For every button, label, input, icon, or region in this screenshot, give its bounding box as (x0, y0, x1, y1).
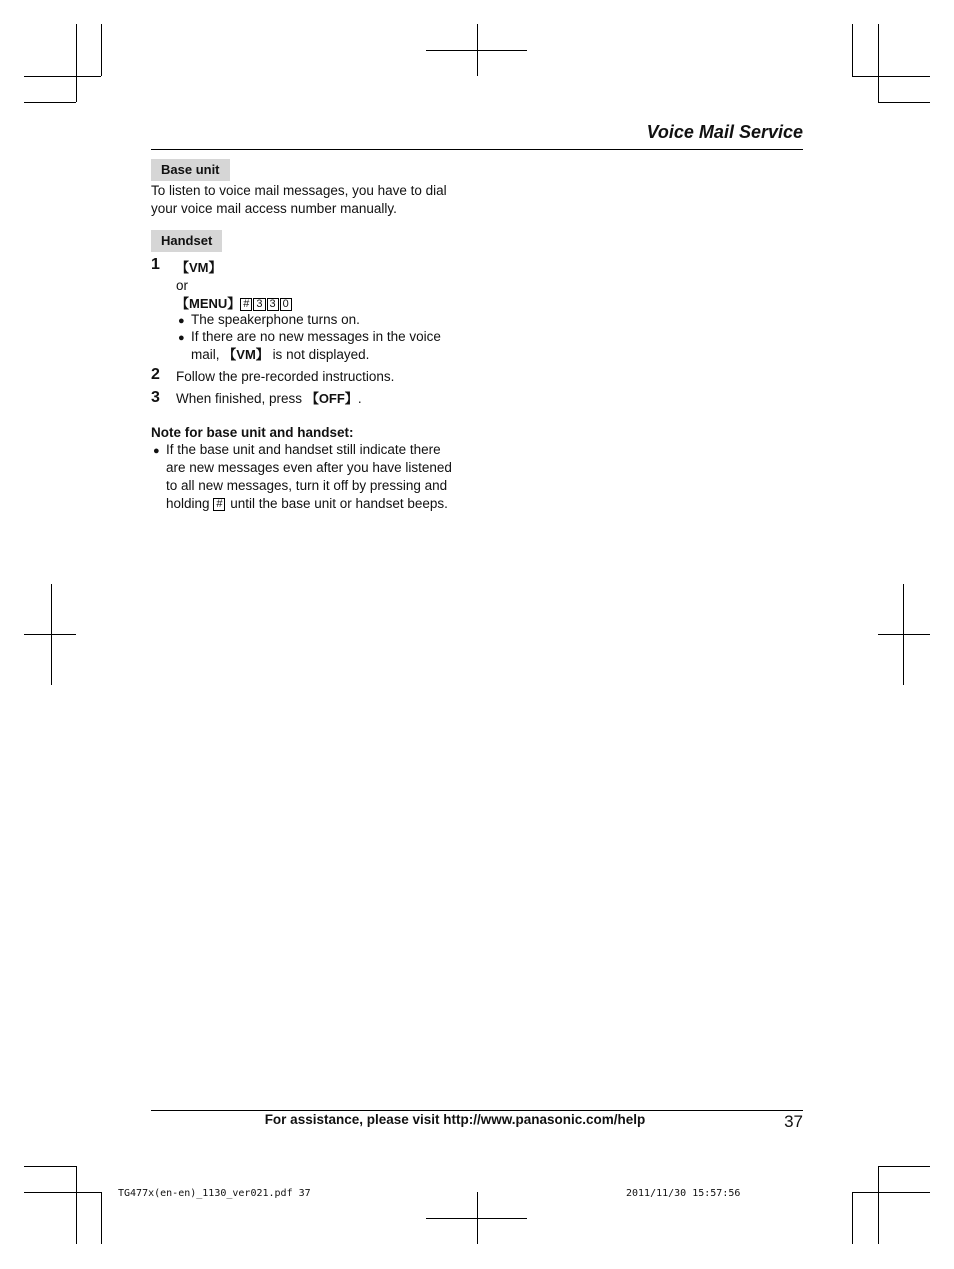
step-1-bullet-2-line1: If there are no new messages in the voice (191, 329, 441, 344)
bullet-icon: ● (178, 315, 185, 327)
bullet-icon: ● (178, 332, 185, 344)
page-header-title: Voice Mail Service (646, 122, 803, 142)
bullet-icon: ● (153, 445, 160, 457)
base-unit-text (151, 182, 447, 218)
step-number-1: 1 (151, 256, 160, 273)
vm-key: 【VM】 (176, 260, 222, 275)
header-divider (151, 149, 803, 150)
note-line: to all new messages, turn it off by pressing and (166, 478, 448, 493)
off-key: 【OFF】 (305, 391, 358, 406)
handset-label: Handset (151, 230, 222, 252)
hash-key: # (240, 298, 252, 311)
print-file-info: TG477x(en-en)_1130_ver021.pdf 37 (118, 1188, 311, 1199)
note-line: If the base unit and handset still indicate there (166, 442, 441, 457)
vm-key: 【VM】 (223, 347, 269, 362)
menu-key: 【MENU】 (176, 296, 241, 311)
note-title: Note for base unit and handset: (151, 425, 354, 440)
step-number-2: 2 (151, 366, 160, 383)
digit-key-0: 0 (280, 298, 292, 311)
note-line: are new messages even after you have listened (166, 460, 452, 475)
step-3-text: When finished, press 【OFF】. (176, 391, 362, 406)
or-text: or (176, 278, 189, 293)
page-number: 37 (784, 1112, 803, 1131)
digit-key-3: 3 (267, 298, 279, 311)
digit-key-3: 3 (253, 298, 265, 311)
step-number-3: 3 (151, 389, 160, 406)
step-1-bullet-2-line2: mail, 【VM】 is not displayed. (191, 347, 370, 362)
step-1-content (176, 259, 293, 313)
note-line: holding # until the base unit or handset beeps. (166, 496, 448, 511)
step-2-text: Follow the pre-recorded instructions. (176, 369, 395, 384)
hash-key: # (213, 498, 225, 511)
base-unit-label: Base unit (151, 159, 230, 181)
footer-assistance-text: For assistance, please visit http://www.panasonic.com/help (264, 1112, 646, 1127)
footer-divider (151, 1110, 803, 1111)
step-1-bullet-2 (191, 328, 441, 364)
base-unit-text-line1: To listen to voice mail messages, you have to dial (151, 183, 447, 198)
print-date-info: 2011/11/30 15:57:56 (626, 1188, 741, 1199)
step-1-bullet-1: The speakerphone turns on. (191, 312, 360, 327)
note-text (166, 441, 452, 513)
base-unit-text-line2: your voice mail access number manually. (151, 201, 397, 216)
